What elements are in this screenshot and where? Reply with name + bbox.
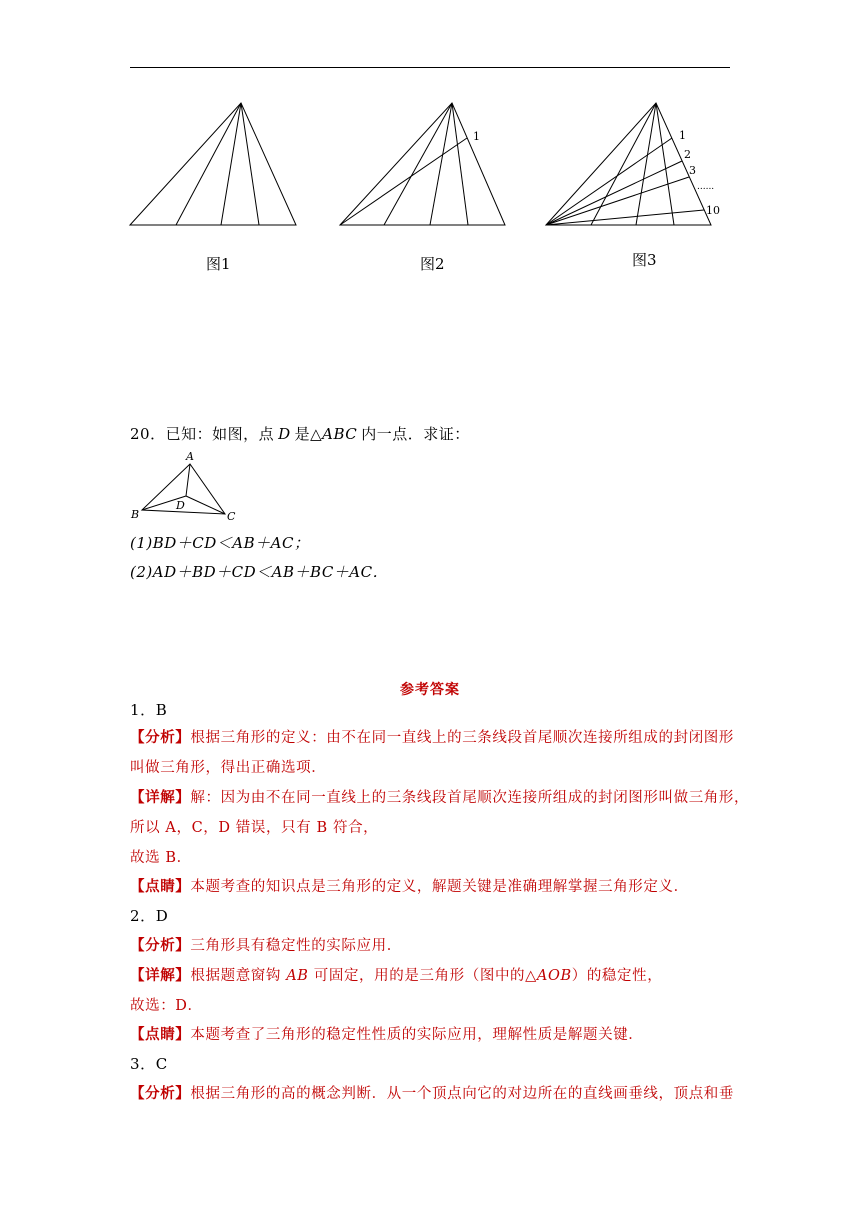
answer-1-detail-line-3: 故选 B． (130, 850, 192, 866)
answer-1-comment: 【点睛】本题考查的知识点是三角形的定义，解题关键是准确理解掌握三角形定义． (130, 878, 689, 895)
diagram-label-C: C (227, 510, 236, 523)
answer-2-comment: 【点睛】本题考查了三角形的稳定性性质的实际应用，理解性质是解题关键． (130, 1026, 644, 1043)
answer-1-analysis-line-2: 叫做三角形，得出正确选项． (130, 760, 327, 776)
figure-3-label-10: 10 (706, 204, 720, 217)
answer-2-analysis: 【分析】三角形具有稳定性的实际应用． (130, 937, 402, 954)
figure-1-triangle (128, 100, 300, 230)
figure-3-label-3: 3 (689, 164, 696, 177)
question-20-part-2: (2)AD＋BD＋CD＜AB＋BC＋AC． (130, 563, 389, 581)
figure-2-triangle (337, 100, 509, 230)
figure-2-label-1: 1 (473, 130, 480, 143)
figure-3-label-1: 1 (679, 129, 686, 142)
question-20-stem: 20．已知：如图，点 D 是△ABC 内一点．求证： (130, 425, 470, 443)
figure-3-caption: 图3 (632, 251, 657, 269)
answer-1-detail-line-1: 【详解】解：因为由不在同一直线上的三条线段首尾顺次连接所组成的封闭图形叫做三角形， (130, 789, 750, 806)
answer-3-number: 3．C (130, 1055, 168, 1073)
answer-3-analysis: 【分析】根据三角形的高的概念判断．从一个顶点向它的对边所在的直线画垂线，顶点和垂 (130, 1085, 735, 1102)
diagram-label-B: B (131, 508, 140, 521)
answer-2-detail-line-2: 故选：D． (130, 998, 203, 1014)
figure-3 (543, 100, 733, 230)
question-20-part-1: (1)BD＋CD＜AB＋AC； (130, 534, 310, 552)
question-20-diagram (128, 448, 240, 524)
answer-2-detail-line-1: 【详解】根据题意窗钩 AB 可固定，用的是三角形（图中的△AOB）的稳定性， (130, 967, 663, 984)
answer-1-detail-line-2: 所以 A，C，D 错误，只有 B 符合， (130, 820, 379, 836)
answer-2-number: 2．D (130, 907, 169, 925)
header-rule (130, 67, 730, 68)
figure-2 (337, 100, 509, 230)
figure-1-caption: 图1 (206, 255, 231, 273)
figure-3-label-2: 2 (684, 148, 691, 161)
diagram-label-D: D (176, 499, 185, 512)
figure-2-caption: 图2 (420, 255, 445, 273)
answer-1-number: 1．B (130, 701, 168, 719)
figure-1 (128, 100, 300, 230)
answer-1-analysis-line-1: 【分析】根据三角形的定义：由不在同一直线上的三条线段首尾顺次连接所组成的封闭图形 (130, 729, 735, 746)
answers-title: 参考答案 (400, 682, 460, 698)
figure-3-ellipsis: ...... (697, 182, 715, 192)
figure-3-triangle (543, 100, 733, 230)
diagram-label-A: A (186, 450, 194, 463)
